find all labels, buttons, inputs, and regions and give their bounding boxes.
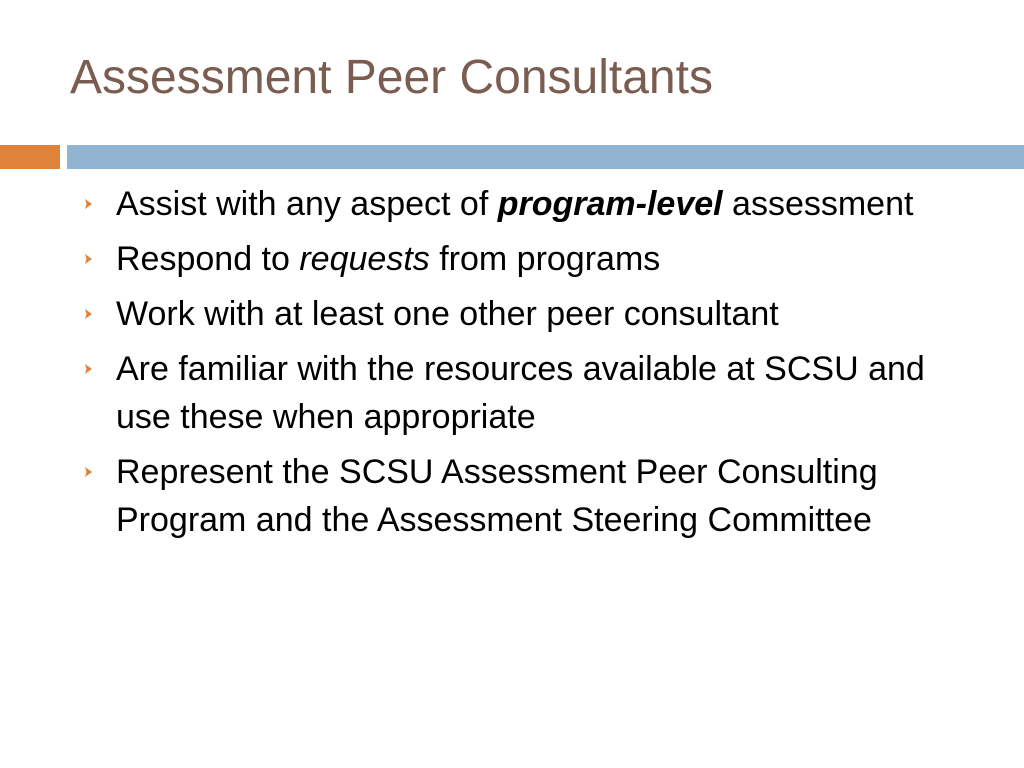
- bullet-2-text-1: Respond to: [116, 240, 300, 278]
- chevron-right-icon: [81, 306, 97, 322]
- bullet-item-2: [80, 235, 940, 283]
- bullet-item-4: [80, 345, 940, 441]
- bullet-item-3: [80, 290, 940, 338]
- bullet-1-text-2: assessment: [722, 185, 914, 223]
- bullet-3-text: Work with at least one other peer consultant: [116, 295, 779, 333]
- bullet-item-5: [80, 448, 940, 544]
- bullet-item-1: [80, 180, 940, 228]
- title-accent-bar: [0, 145, 60, 169]
- slide-title: Assessment Peer Consultants: [70, 51, 713, 104]
- title-divider-bar: [67, 145, 1024, 169]
- bullet-2-text-2: from programs: [429, 240, 661, 278]
- bullet-2-emphasis: requests: [299, 240, 430, 278]
- bullet-list: [80, 180, 940, 551]
- bullet-5-text: Represent the SCSU Assessment Peer Consulting Program and the Assessment Steering Committee: [116, 453, 878, 539]
- chevron-right-icon: [81, 361, 97, 377]
- bullet-4-text: Are familiar with the resources available at SCSU and use these when appropriate: [116, 350, 925, 436]
- bullet-1-text-1: Assist with any aspect of: [116, 185, 498, 223]
- bullet-1-emphasis: program-level: [497, 185, 723, 223]
- chevron-right-icon: [81, 251, 97, 267]
- chevron-right-icon: [81, 464, 97, 480]
- chevron-right-icon: [81, 196, 97, 212]
